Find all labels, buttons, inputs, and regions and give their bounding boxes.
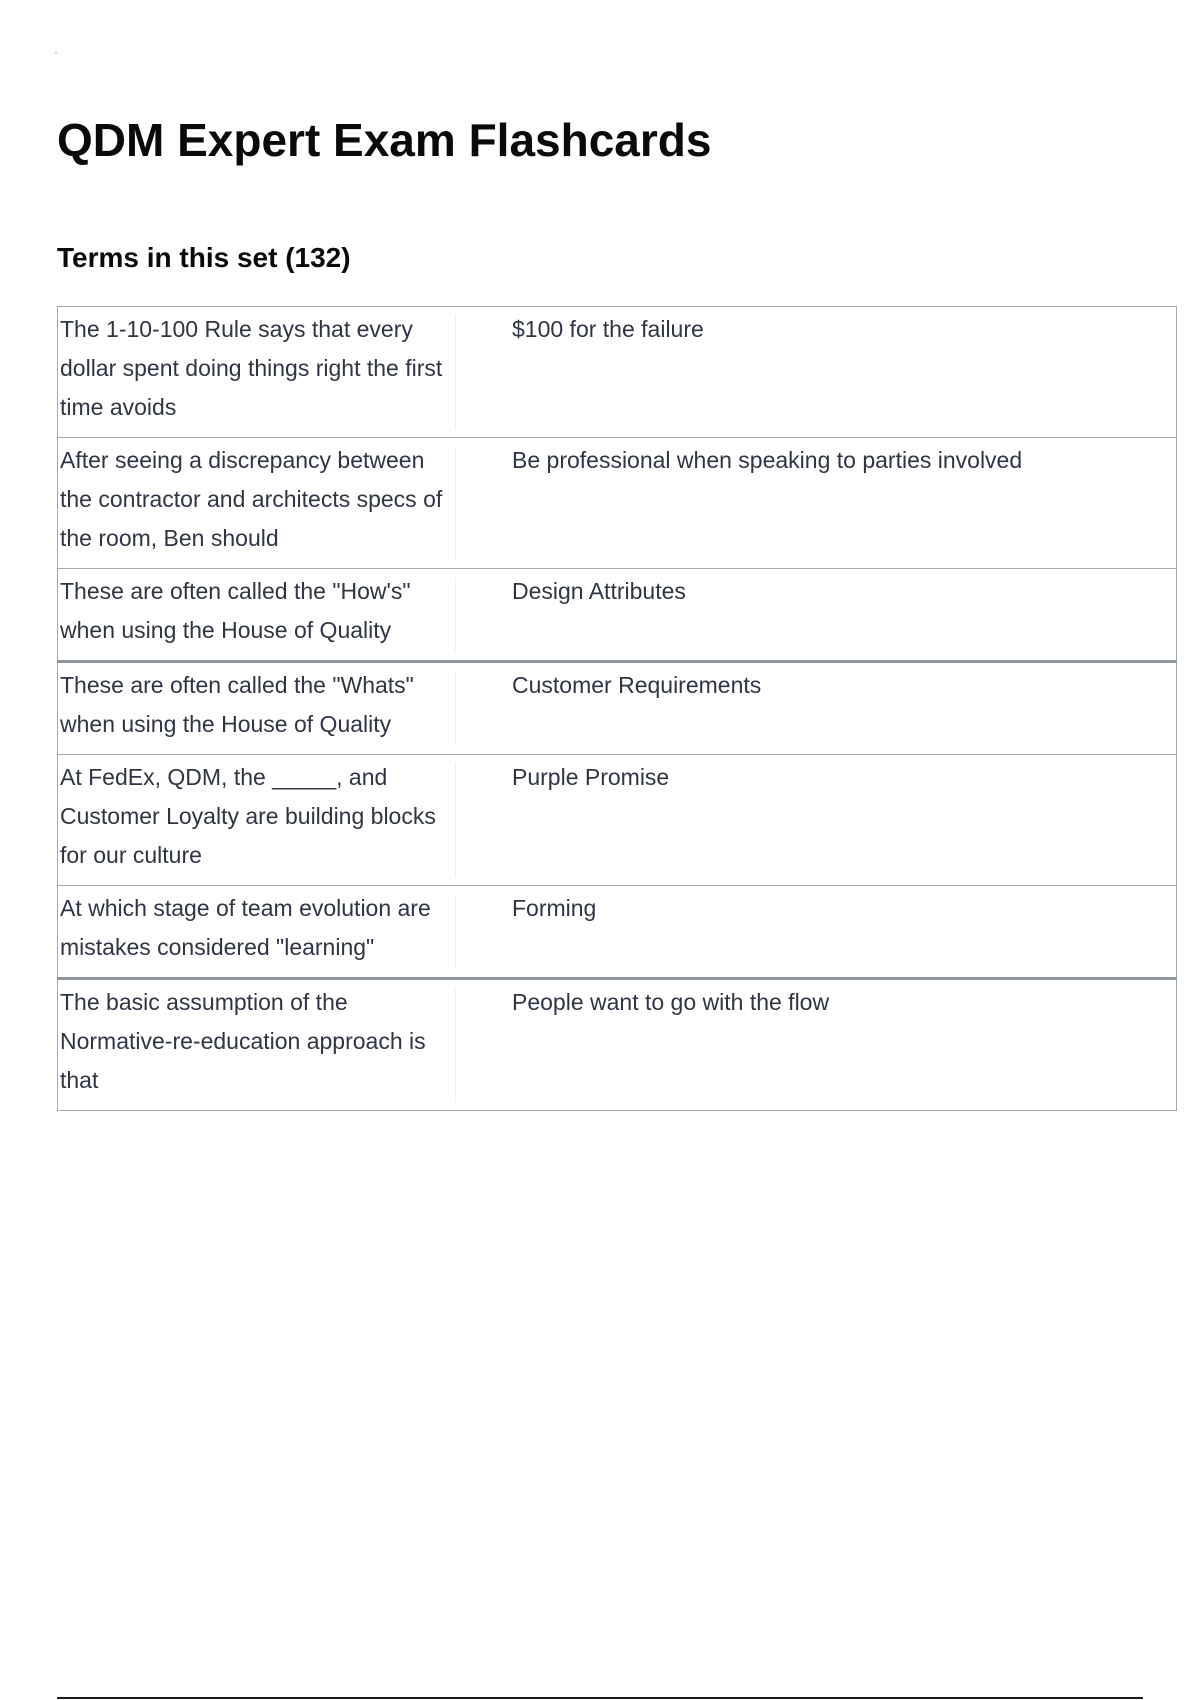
page-title: QDM Expert Exam Flashcards xyxy=(57,114,712,166)
card-term: The 1-10-100 Rule says that every dollar spent doing things right the first time avoids xyxy=(58,307,457,438)
footer-divider xyxy=(57,1697,1143,1699)
card-definition: Purple Promise xyxy=(456,755,1177,886)
terms-count-heading: Terms in this set (132) xyxy=(57,242,351,273)
card-definition: Be professional when speaking to parties involved xyxy=(456,438,1177,569)
card-term: At FedEx, QDM, the _____, and Customer Loyalty are building blocks for our culture xyxy=(58,755,457,886)
flashcard-row xyxy=(58,438,1177,569)
page-corner-mark xyxy=(55,52,57,54)
flashcard-row xyxy=(58,755,1177,886)
card-term: These are often called the "How's" when using the House of Quality xyxy=(58,569,457,662)
card-definition: Design Attributes xyxy=(456,569,1177,662)
card-definition: People want to go with the flow xyxy=(456,979,1177,1111)
card-term: After seeing a discrepancy between the contractor and architects specs of the room, Ben should xyxy=(58,438,457,569)
flashcard-row xyxy=(58,569,1177,662)
card-definition: $100 for the failure xyxy=(456,307,1177,438)
card-definition: Forming xyxy=(456,886,1177,979)
flashcard-row xyxy=(58,662,1177,755)
flashcard-table xyxy=(57,306,1177,1111)
card-term: These are often called the "Whats" when using the House of Quality xyxy=(58,662,457,755)
card-term: The basic assumption of the Normative-re-education approach is that xyxy=(58,979,457,1111)
flashcard-row xyxy=(58,307,1177,438)
card-term: At which stage of team evolution are mistakes considered "learning" xyxy=(58,886,457,979)
flashcard-row xyxy=(58,886,1177,979)
card-definition: Customer Requirements xyxy=(456,662,1177,755)
flashcard-row xyxy=(58,979,1177,1111)
